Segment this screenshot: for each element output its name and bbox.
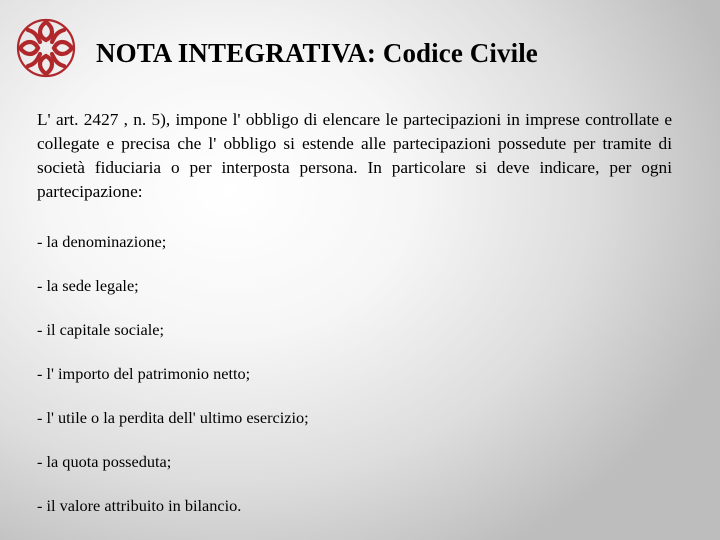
- list-item: - la sede legale;: [37, 276, 139, 295]
- list-item: - il capitale sociale;: [37, 320, 165, 339]
- knot-logo-icon: [12, 14, 80, 82]
- participation-requirements-list: [37, 231, 309, 539]
- list-item: - la denominazione;: [37, 232, 167, 251]
- list-item: - l' utile o la perdita dell' ultimo esercizio;: [37, 408, 309, 427]
- list-item: - il valore attribuito in bilancio.: [37, 496, 242, 515]
- list-item: - la quota posseduta;: [37, 452, 172, 471]
- intro-paragraph: L' art. 2427 , n. 5), impone l' obbligo di elencare le partecipazioni in imprese controllate e collegate e precisa che l' obbligo si estende alle partecipazioni possedute per tramite di società fiduciaria o per interposta persona. In particolare si deve indicare, per ogni partecipazione:: [37, 110, 672, 201]
- list-item: - l' importo del patrimonio netto;: [37, 364, 251, 383]
- page-title: NOTA INTEGRATIVA: Codice Civile: [96, 38, 538, 68]
